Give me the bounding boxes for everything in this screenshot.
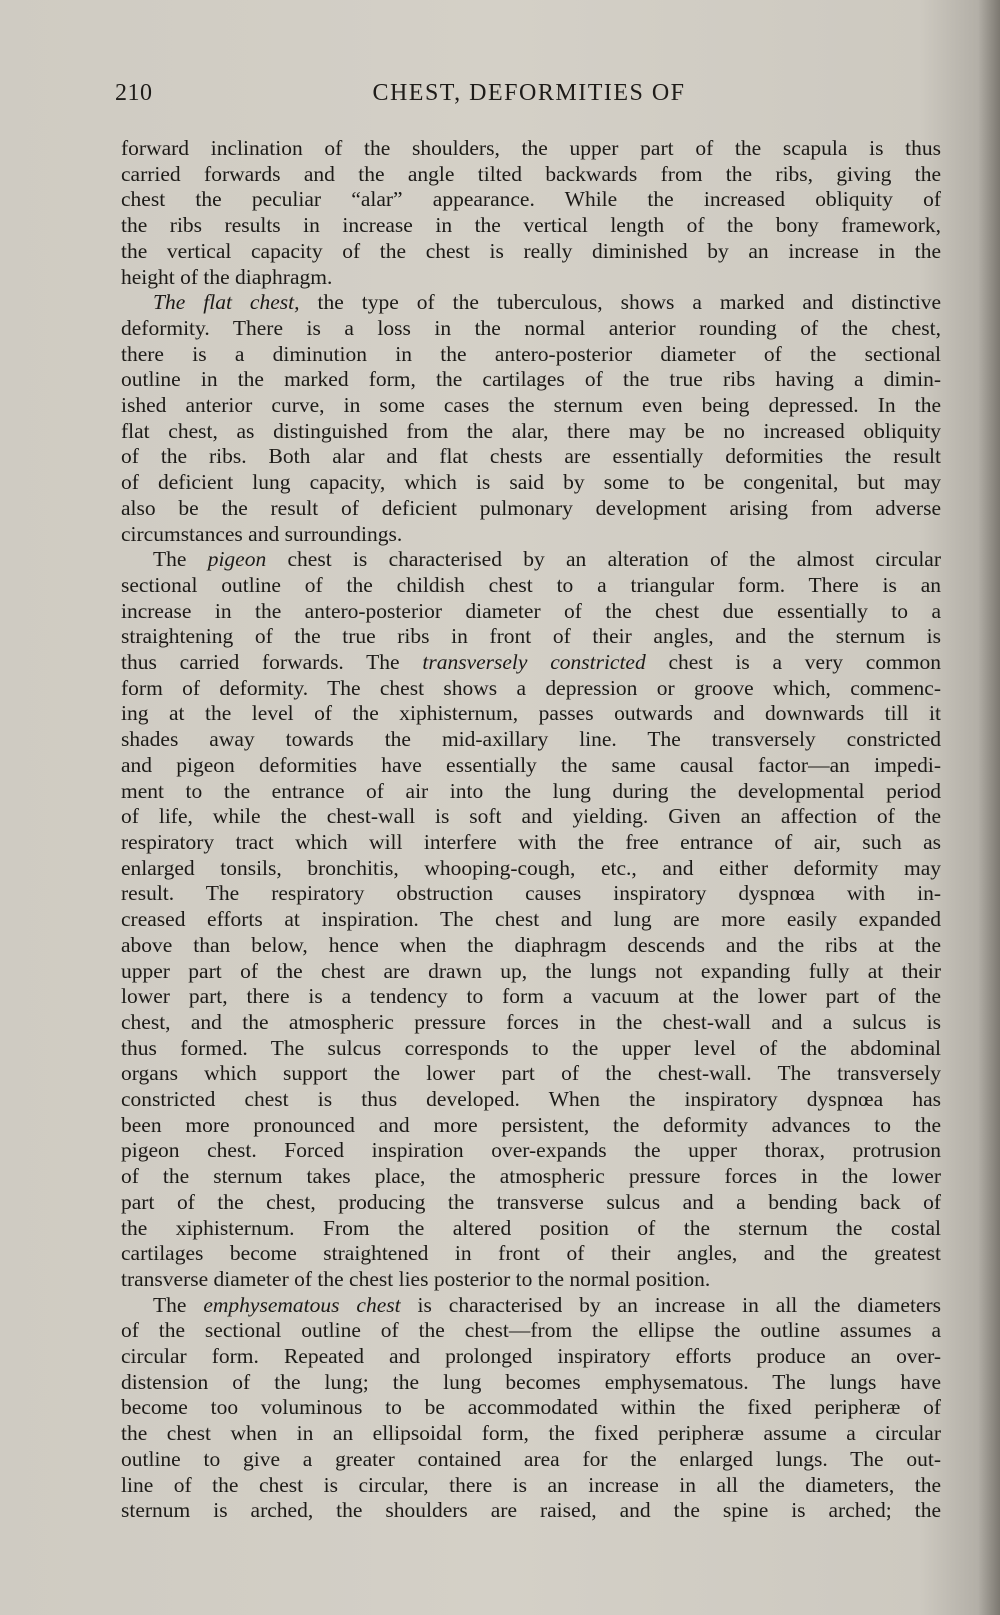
- line-text: chest the peculiar “alar” appearance. While the increased obliquity of: [121, 187, 941, 212]
- line-text: height of the diaphragm.: [121, 264, 333, 289]
- line-text: chest is characterised by an alteration of the almost circular: [266, 547, 941, 572]
- line-text: thus formed. The sulcus corresponds to the upper level of the abdominal: [121, 1035, 941, 1060]
- line-text: upper part of the chest are drawn up, the lungs not expanding fully at their: [121, 958, 941, 983]
- paragraph: [121, 136, 941, 290]
- text-line: [121, 676, 941, 702]
- line-text-lead: The: [153, 547, 208, 572]
- text-line: [121, 701, 941, 727]
- text-line: [121, 316, 941, 342]
- line-text: part of the chest, producing the transverse sulcus and a bending back of: [121, 1189, 941, 1214]
- text-line: [121, 907, 941, 933]
- line-text: organs which support the lower part of the chest-wall. The transversely: [121, 1061, 941, 1086]
- body-text: [121, 136, 941, 1524]
- italic-term: pigeon: [207, 547, 267, 572]
- line-text: respiratory tract which will interfere with the free entrance of air, such as: [121, 829, 941, 854]
- text-line: [121, 213, 941, 239]
- line-text: above than below, hence when the diaphragm descends and the ribs at the: [121, 932, 941, 957]
- text-line: [121, 547, 941, 573]
- text-line: [121, 1061, 941, 1087]
- text-line: [121, 1498, 941, 1524]
- text-line: [121, 753, 941, 779]
- running-title: CHEST, DEFORMITIES OF: [372, 80, 686, 106]
- text-line: [121, 1370, 941, 1396]
- text-line: [121, 393, 941, 419]
- line-text: ment to the entrance of air into the lung during the developmental period: [121, 778, 941, 803]
- line-text: and pigeon deformities have essentially the same causal factor—an impedi-: [121, 752, 941, 777]
- text-line: [121, 599, 941, 625]
- text-line: [121, 496, 941, 522]
- text-line: [121, 856, 941, 882]
- line-text: lower part, there is a tendency to form a vacuum at the lower part of the: [121, 984, 941, 1009]
- line-text: ing at the level of the xiphisternum, passes outwards and downwards till it: [121, 701, 941, 726]
- text-line: [121, 162, 941, 188]
- line-text: of the sternum takes place, the atmospheric pressure forces in the lower: [121, 1164, 941, 1189]
- italic-term: emphysematous chest: [203, 1292, 401, 1317]
- line-text: form of deformity. The chest shows a depression or groove which, commenc-: [121, 675, 941, 700]
- text-line: [121, 239, 941, 265]
- text-line: [121, 1216, 941, 1242]
- text-line: [121, 650, 941, 676]
- text-line: [121, 187, 941, 213]
- line-text: of life, while the chest-wall is soft and yielding. Given an affection of the: [121, 804, 941, 829]
- text-line: [121, 727, 941, 753]
- text-line: [121, 573, 941, 599]
- text-line: [121, 830, 941, 856]
- paragraph: [121, 290, 941, 547]
- page-number: 210: [115, 80, 153, 106]
- text-line: [121, 290, 941, 316]
- line-text: transverse diameter of the chest lies posterior to the normal position.: [121, 1266, 711, 1291]
- line-text-lead: thus carried forwards. The: [121, 650, 423, 675]
- line-text: of the ribs. Both alar and flat chests are essentially deformities the result: [121, 444, 941, 469]
- text-line: [121, 1190, 941, 1216]
- text-line: [121, 881, 941, 907]
- italic-term: transversely constricted: [422, 650, 646, 675]
- line-text: of the sectional outline of the chest—from the ellipse the outline assumes a: [121, 1318, 941, 1343]
- line-text: outline to give a greater contained area for the enlarged lungs. The out-: [121, 1446, 941, 1471]
- line-text: also be the result of deficient pulmonary development arising from adverse: [121, 495, 941, 520]
- text-line: [121, 804, 941, 830]
- text-line: [121, 1473, 941, 1499]
- text-line: [121, 1087, 941, 1113]
- italic-term: The flat chest,: [153, 290, 300, 315]
- text-line: [121, 136, 941, 162]
- line-text: straightening of the true ribs in front of their angles, and the sternum is: [121, 624, 941, 649]
- line-text: result. The respiratory obstruction causes inspiratory dyspnœa with in-: [121, 881, 941, 906]
- line-text: become too voluminous to be accommodated within the fixed peripheræ of: [121, 1395, 941, 1420]
- line-text: circumstances and surroundings.: [121, 521, 403, 546]
- line-text: cartilages become straightened in front of their angles, and the greatest: [121, 1241, 941, 1266]
- page-binding-shadow: [978, 0, 1000, 1615]
- line-text: been more pronounced and more persistent, the deformity advances to the: [121, 1112, 941, 1137]
- paragraph: [121, 547, 941, 1292]
- line-text: shades away towards the mid-axillary line. The transversely constricted: [121, 727, 941, 752]
- text-line: [121, 1447, 941, 1473]
- text-line: [121, 1036, 941, 1062]
- line-text: chest, and the atmospheric pressure forces in the chest-wall and a sulcus is: [121, 1009, 941, 1034]
- text-line: [121, 444, 941, 470]
- line-text: pigeon chest. Forced inspiration over-expands the upper thorax, protrusion: [121, 1138, 941, 1163]
- line-text: enlarged tonsils, bronchitis, whooping-cough, etc., and either deformity may: [121, 855, 941, 880]
- text-line: [121, 624, 941, 650]
- line-text: line of the chest is circular, there is an increase in all the diameters, the: [121, 1472, 941, 1497]
- text-line: [121, 1138, 941, 1164]
- line-text: circular form. Repeated and prolonged inspiratory efforts produce an over-: [121, 1344, 941, 1369]
- line-text: the chest when in an ellipsoidal form, the fixed peripheræ assume a circular: [121, 1421, 941, 1446]
- text-line: [121, 1010, 941, 1036]
- line-text: the xiphisternum. From the altered position of the sternum the costal: [121, 1215, 941, 1240]
- line-text: flat chest, as distinguished from the alar, there may be no increased obliquity: [121, 418, 941, 443]
- line-text: distension of the lung; the lung becomes emphysematous. The lungs have: [121, 1369, 941, 1394]
- text-line: [121, 367, 941, 393]
- line-text: the vertical capacity of the chest is really diminished by an increase in the: [121, 238, 941, 263]
- line-text: constricted chest is thus developed. When the inspiratory dyspnœa has: [121, 1087, 941, 1112]
- page-header: [115, 80, 943, 116]
- text-line: [121, 1267, 941, 1293]
- text-line: [121, 933, 941, 959]
- text-line: [121, 984, 941, 1010]
- text-line: [121, 959, 941, 985]
- line-text: carried forwards and the angle tilted backwards from the ribs, giving the: [121, 161, 941, 186]
- text-line: [121, 1421, 941, 1447]
- text-line: [121, 342, 941, 368]
- paragraph: [121, 1293, 941, 1524]
- line-text: sectional outline of the childish chest to a triangular form. There is an: [121, 572, 941, 597]
- line-text: is characterised by an increase in all the diameters: [400, 1292, 941, 1317]
- line-text: the type of the tuberculous, shows a marked and distinctive: [299, 290, 941, 315]
- text-line: [121, 1293, 941, 1319]
- text-line: [121, 470, 941, 496]
- line-text: creased efforts at inspiration. The chest and lung are more easily expanded: [121, 907, 941, 932]
- line-text: forward inclination of the shoulders, the upper part of the scapula is thus: [121, 136, 941, 160]
- text-line: [121, 1395, 941, 1421]
- line-text: ished anterior curve, in some cases the sternum even being depressed. In the: [121, 393, 941, 418]
- line-text: increase in the antero-posterior diameter of the chest due essentially to a: [121, 598, 941, 623]
- line-text-lead: The: [153, 1292, 204, 1317]
- text-line: [121, 1113, 941, 1139]
- text-line: [121, 1318, 941, 1344]
- text-line: [121, 265, 941, 291]
- text-line: [121, 1344, 941, 1370]
- line-text: there is a diminution in the antero-posterior diameter of the sectional: [121, 341, 941, 366]
- text-line: [121, 1164, 941, 1190]
- line-text: outline in the marked form, the cartilages of the true ribs having a dimin-: [121, 367, 941, 392]
- text-line: [121, 779, 941, 805]
- line-text: deformity. There is a loss in the normal anterior rounding of the chest,: [121, 315, 941, 340]
- text-line: [121, 522, 941, 548]
- line-text: of deficient lung capacity, which is said by some to be congenital, but may: [121, 470, 941, 495]
- line-text: sternum is arched, the shoulders are raised, and the spine is arched; the: [121, 1498, 941, 1523]
- line-text: the ribs results in increase in the vertical length of the bony framework,: [121, 213, 941, 238]
- text-line: [121, 419, 941, 445]
- line-text: chest is a very common: [645, 650, 941, 675]
- text-line: [121, 1241, 941, 1267]
